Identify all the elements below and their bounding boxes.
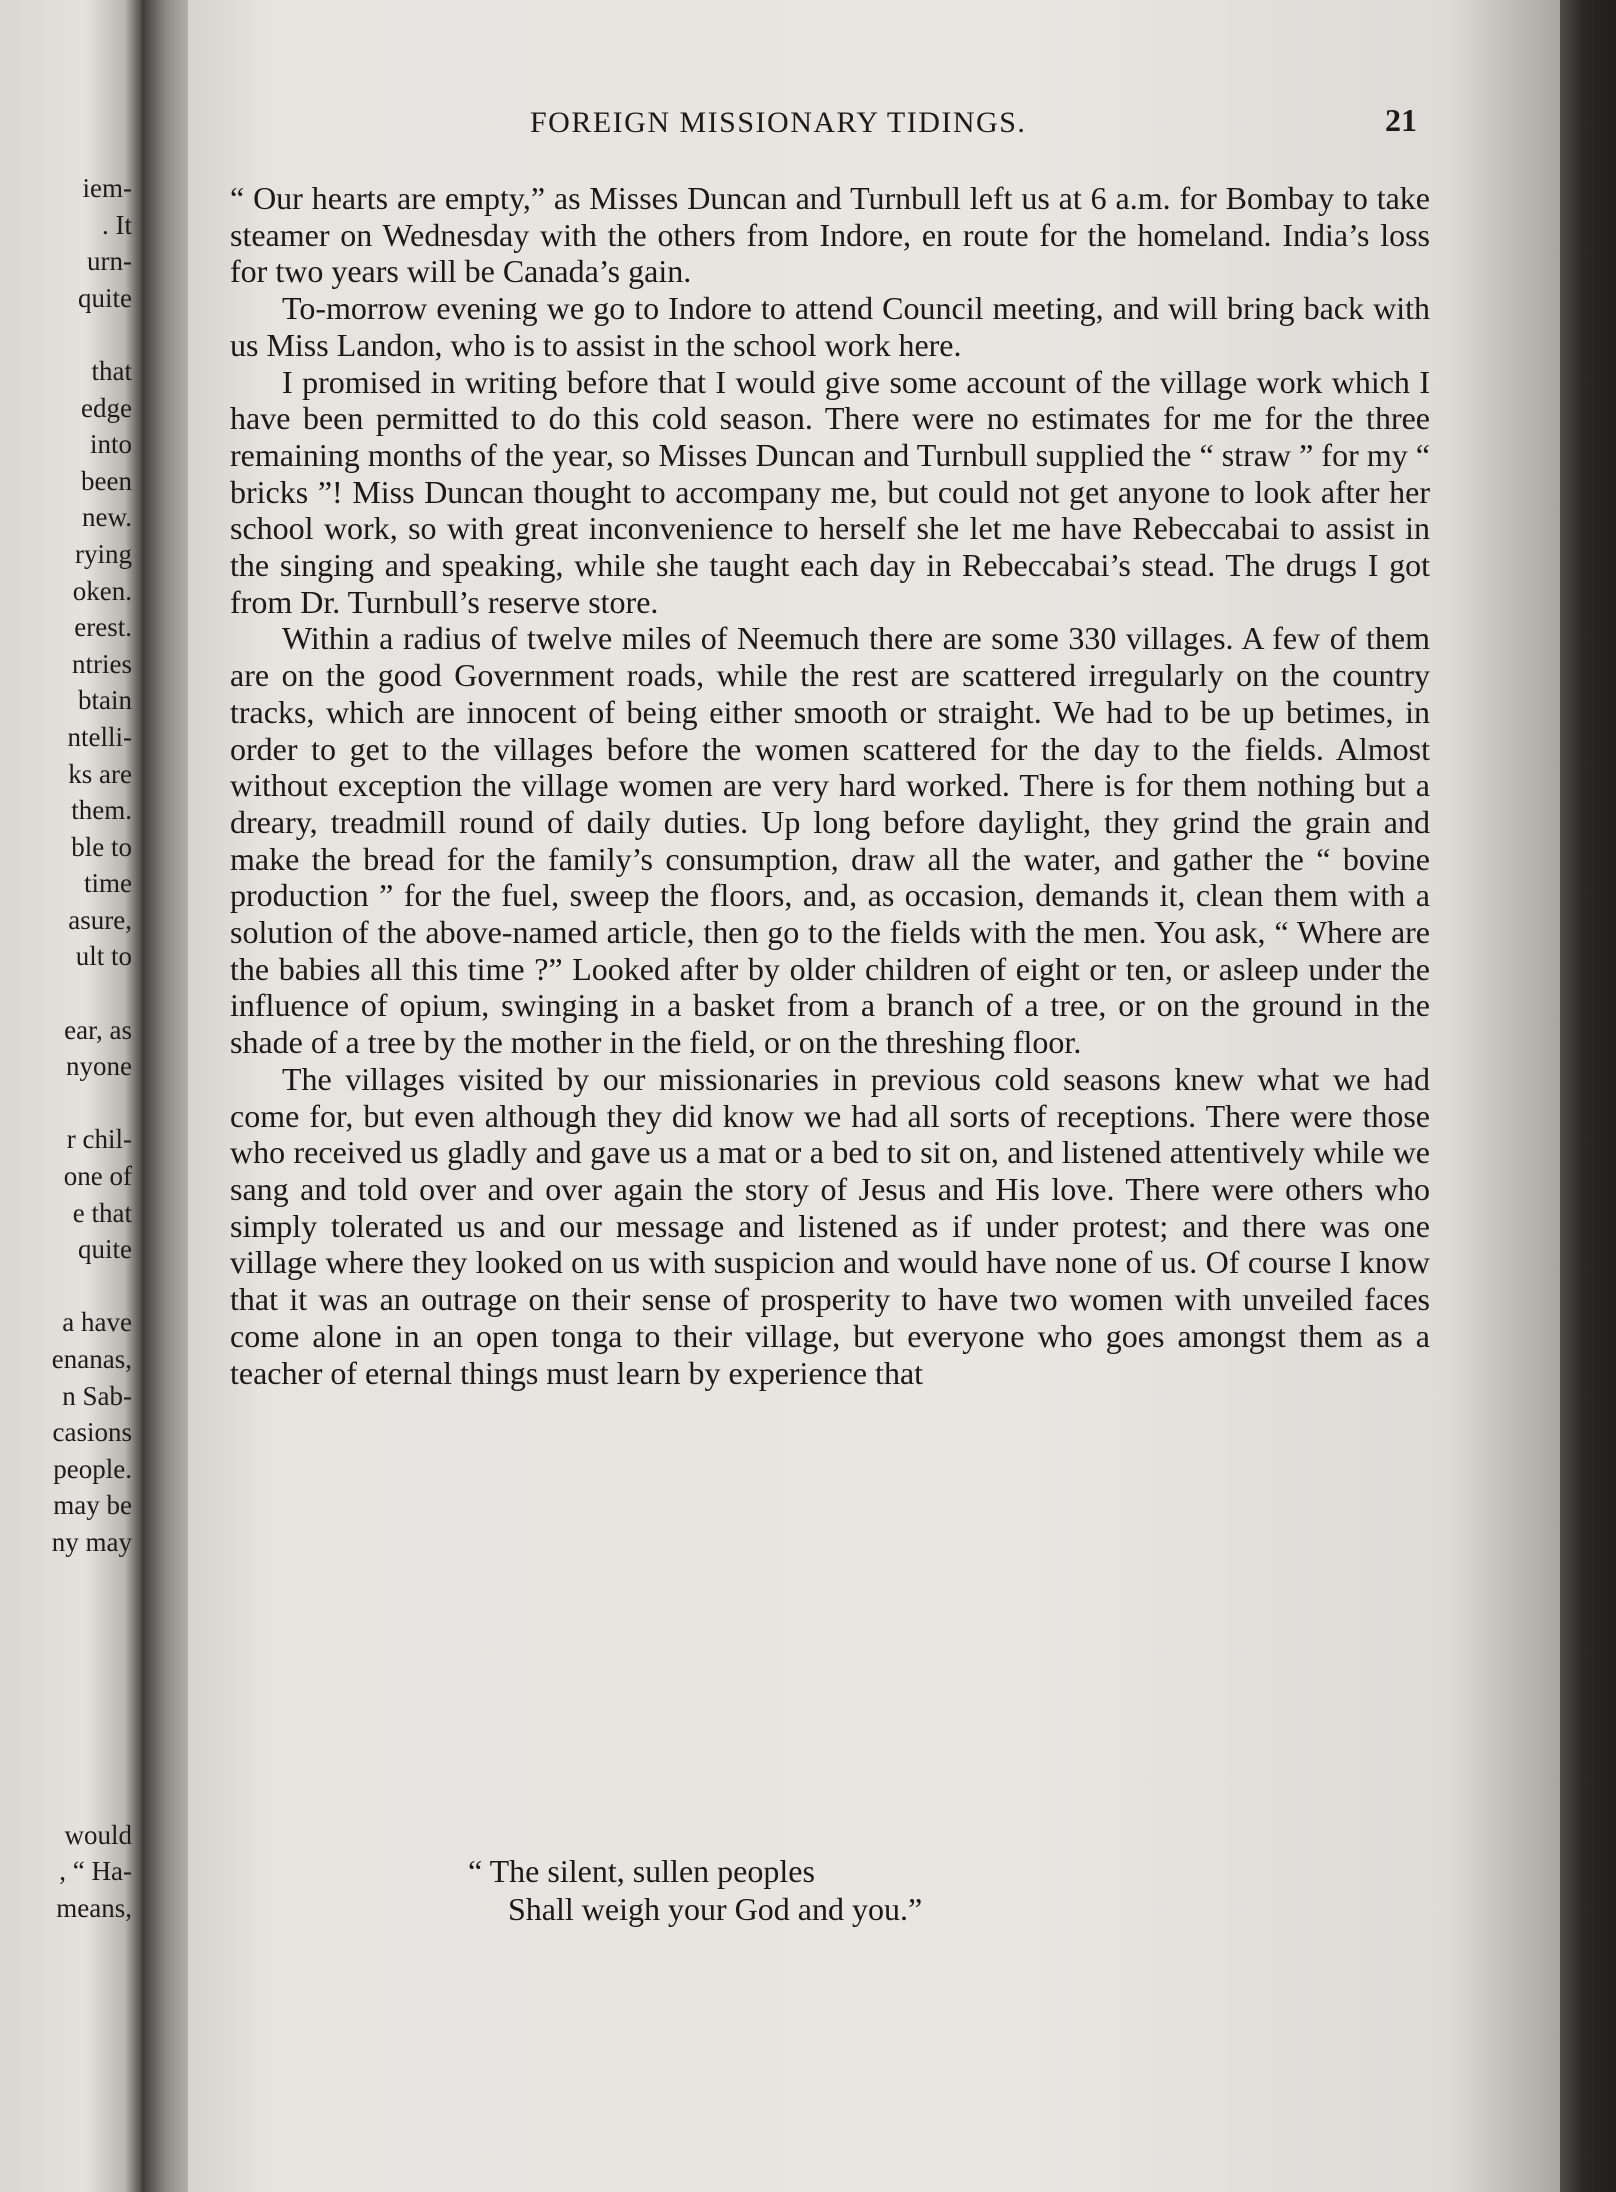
facing-page-fragment: ble to <box>71 831 132 862</box>
facing-page-fragment <box>0 1780 142 1817</box>
facing-page-fragment: e that <box>72 1197 132 1228</box>
article-body <box>230 180 1430 1391</box>
facing-page-fragment: ult to <box>75 941 132 972</box>
facing-page-fragment: ntelli- <box>67 721 132 752</box>
facing-page-fragment <box>0 316 142 353</box>
facing-page-fragment: erest. <box>74 612 132 643</box>
facing-page-text-fragments <box>0 170 142 1927</box>
facing-page-fragment: urn- <box>87 246 132 277</box>
facing-page-fragment: edge <box>81 392 132 423</box>
facing-page-left <box>0 0 142 2192</box>
facing-page-fragment: iem- <box>82 173 132 203</box>
facing-page-fragment: time <box>84 868 132 899</box>
verse-line: “ The silent, sullen peoples <box>468 1853 815 1889</box>
facing-page-fragment: may be <box>53 1490 132 1521</box>
facing-page-fragment <box>0 1597 142 1634</box>
paragraph: Within a radius of twelve miles of Neemuch there are some 330 villages. A few of them are on the good Government roads, while the rest are scattered irregularly on the country tracks, which are innocent of being either smooth or straight. We had to be up betimes, in order to get to the villages before the women scattered for the day to the fields. Almost without exception the village women are very hard worked. There is for them nothing but a dreary, treadmill round of daily duties. Up long before daylight, they grind the grain and make the bread for the family’s consumption, draw all the water, and gather the “ bovine production ” for the fuel, sweep the floors, and, as occasion, demands it, clean them with a solution of the above-named article, then go to the fields with the men. You ask, “ Where are the babies all this time ?” Looked after by older children of eight or ten, or asleep under the influence of opium, swinging in a basket from a branch of a tree, or on the ground in the shade of a tree by the mother in the field, or on the threshing floor. <box>230 620 1430 1061</box>
facing-page-fragment: oken. <box>72 575 132 606</box>
facing-page-fragment: . It <box>102 209 132 240</box>
facing-page-fragment: people. <box>53 1453 132 1484</box>
facing-page-fragment: rying <box>75 538 132 569</box>
facing-page-fragment: quite <box>78 282 132 313</box>
paragraph: “ Our hearts are empty,” as Misses Duncan and Turnbull left us at 6 a.m. for Bombay to take steamer on Wednesday with the others from Indore, en route for the homeland. India’s loss for two years will be Canada’s gain. <box>230 180 1430 290</box>
facing-page-fragment <box>0 1744 142 1781</box>
running-title: FOREIGN MISSIONARY TIDINGS. <box>530 106 1027 139</box>
facing-page-fragment: r chil- <box>66 1124 132 1155</box>
facing-page-fragment <box>0 1085 142 1122</box>
facing-page-fragment: would <box>64 1819 132 1850</box>
facing-page-fragment: ear, as <box>64 1014 132 1045</box>
paragraph: The villages visited by our missionaries in previous cold seasons knew what we had come for, but even although they did know we had all sorts of receptions. There were those who received us gladly and gave us a mat or a bed to sit on, and listened attentively while we sang and told over and over again the story of Jesus and His love. There were others who simply tolerated us and our message and listened as if under protest; and there was one village where they looked on us with suspicion and would have none of us. Of course I know that it was an outrage on their sense of prosperity to have two women with unveiled faces come alone in an open tonga to their village, but everyone who goes amongst them as a teacher of eternal things must learn by experience that <box>230 1060 1430 1391</box>
paragraph: I promised in writing before that I would give some account of the village work which I have been permitted to do this cold season. There were no estimates for me for the three remaining months of the year, so Misses Duncan and Turnbull supplied the “ straw ” for my “ bricks ”! Miss Duncan thought to accompany me, but could not get anyone to look after her school work, so with great inconvenience to herself she let me have Rebeccabai to assist in the singing and speaking, while she taught each day in Rebeccabai’s stead. The drugs I got from Dr. Turnbull’s reserve store. <box>230 363 1430 620</box>
facing-page-fragment: , “ Ha- <box>59 1856 132 1887</box>
facing-page-fragment: them. <box>71 795 132 826</box>
facing-page-fragment <box>0 1561 142 1598</box>
facing-page-fragment <box>0 975 142 1012</box>
facing-page-fragment: quite <box>78 1234 132 1265</box>
facing-page-fragment: into <box>89 429 132 460</box>
facing-page-fragment: new. <box>82 502 132 533</box>
facing-page-fragment: ks are <box>68 758 132 789</box>
facing-page-fragment: one of <box>63 1161 132 1192</box>
facing-page-fragment: enanas, <box>51 1344 132 1374</box>
facing-page-fragment <box>0 1634 142 1671</box>
paragraph: To-morrow evening we go to Indore to attend Council meeting, and will bring back with us Miss Landon, who is to assist in the school work here. <box>230 290 1430 363</box>
facing-page-fragment: nyone <box>66 1051 132 1082</box>
page-number: 21 <box>1385 102 1417 138</box>
facing-page-fragment: been <box>81 465 132 496</box>
facing-page-fragment: ntries <box>72 648 132 679</box>
facing-page-fragment: that <box>91 355 132 386</box>
book-edge <box>1560 0 1616 2192</box>
verse-line: Shall weigh your God and you.” <box>508 1891 923 1927</box>
facing-page-fragment: asure, <box>68 904 132 935</box>
facing-page-fragment: ny may <box>51 1526 132 1557</box>
facing-page-fragment: a have <box>62 1307 132 1338</box>
facing-page-fragment: means, <box>56 1892 132 1923</box>
facing-page-fragment: n Sab- <box>62 1380 132 1411</box>
facing-page-fragment: casions <box>52 1417 132 1448</box>
facing-page-fragment <box>0 1707 142 1744</box>
facing-page-fragment: btain <box>78 685 132 716</box>
verse-quotation <box>468 1852 922 1928</box>
facing-page-fragment <box>0 1670 142 1707</box>
facing-page-fragment <box>0 1268 142 1305</box>
